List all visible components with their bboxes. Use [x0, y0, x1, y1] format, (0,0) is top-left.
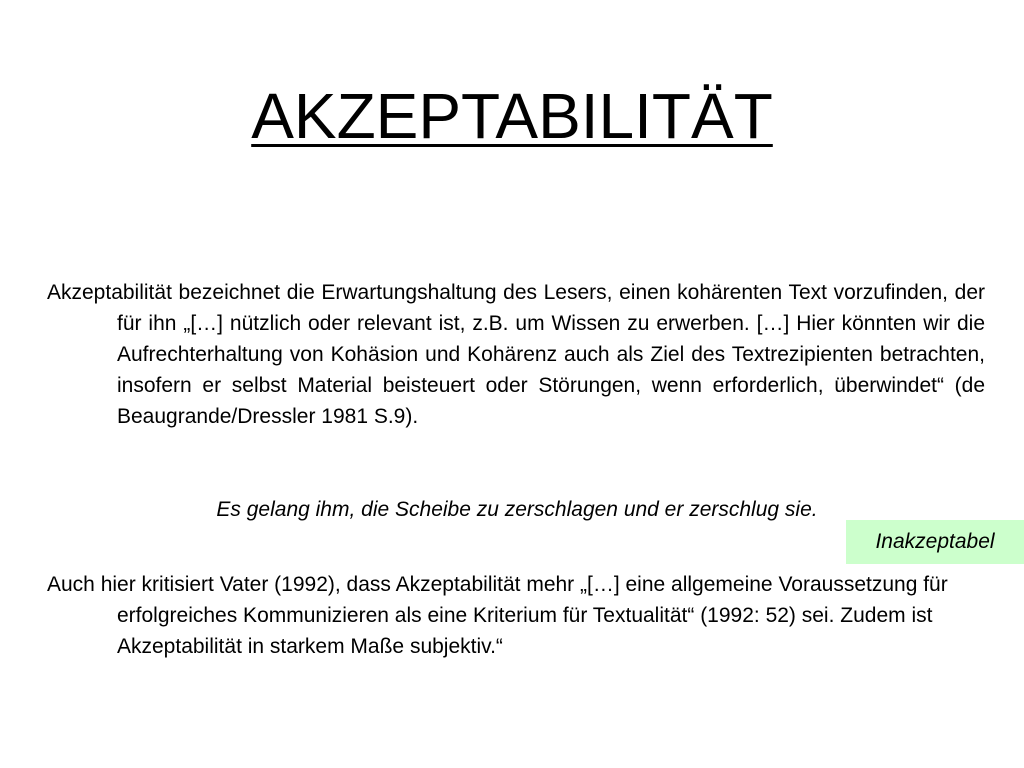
example-sentence: Es gelang ihm, die Scheibe zu zerschlagen und er zerschlug sie.: [216, 498, 818, 521]
critique-paragraph: Auch hier kritisiert Vater (1992), dass Akzeptabilität mehr „[…] eine allgemeine Voraussetzung für erfolgreiches Kommunizieren als eine Kriterium für Textualität“ (1992: 52) sei. Zudem ist Akzeptabilität in starkem Maße subjektiv.“: [47, 573, 948, 658]
slide-title-text: AKZEPTABILITÄT: [251, 80, 773, 152]
definition-paragraph: Akzeptabilität bezeichnet die Erwartungshaltung des Lesers, einen kohärenten Text vorzufinden, der für ihn „[…] nützlich oder relevant ist, z.B. um Wissen zu erwerben. […] Hier könnten wir die Aufrechterhaltung von Kohäsion und Kohärenz auch als Ziel des Textrezipienten betrachten, insofern er selbst Material beisteuert oder Störungen, wenn erforderlich, überwindet“ (de Beaugrande/Dressler 1981 S.9).: [47, 281, 985, 428]
slide-title: [0, 78, 1024, 154]
inacceptable-label: Inakzeptabel: [846, 520, 1024, 564]
